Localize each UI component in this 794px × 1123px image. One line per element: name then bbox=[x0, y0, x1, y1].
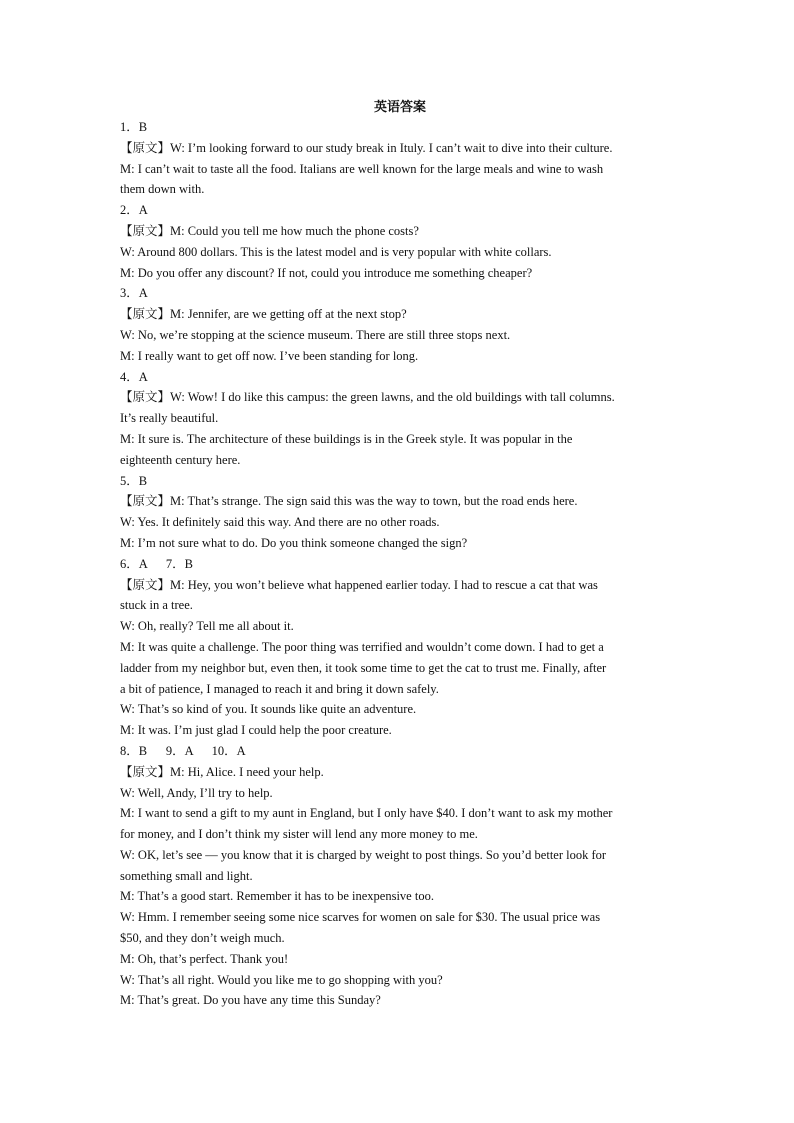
answer-key: 2．A bbox=[120, 203, 148, 218]
transcript-line: eighteenth century here. bbox=[120, 452, 241, 467]
transcript-line: W: Around 800 dollars. This is the latest model and is very popular with white collars. bbox=[120, 244, 552, 259]
transcript-line: W: That’s all right. Would you like me to go shopping with you? bbox=[120, 972, 443, 987]
transcript-line: something small and light. bbox=[120, 868, 253, 883]
answer-block bbox=[120, 554, 680, 741]
transcript-line: W: Hmm. I remember seeing some nice scarves for women on sale for $30. The usual price was bbox=[120, 910, 601, 925]
transcript-line: for money, and I don’t think my sister will lend any more money to me. bbox=[120, 827, 478, 842]
transcript-line: stuck in a tree. bbox=[120, 598, 193, 613]
transcript-line: 【原文】W: I’m looking forward to our study break in Ituly. I can’t wait to dive into their culture. bbox=[120, 140, 613, 155]
answer-block bbox=[120, 283, 680, 366]
answer-key: 5．B bbox=[120, 473, 148, 488]
transcript-line: 【原文】W: Wow! I do like this campus: the green lawns, and the old buildings with tall columns. bbox=[120, 390, 615, 405]
transcript-line: 【原文】M: Could you tell me how much the phone costs? bbox=[120, 223, 419, 238]
transcript-line: M: I really want to get off now. I’ve been standing for long. bbox=[120, 348, 419, 363]
answer-key: 1．B bbox=[120, 120, 148, 134]
answer-key: 8．B 9．A 10．A bbox=[120, 743, 246, 758]
transcript-line: M: I’m not sure what to do. Do you think someone changed the sign? bbox=[120, 535, 468, 550]
transcript-line: M: It was. I’m just glad I could help the poor creature. bbox=[120, 723, 392, 738]
transcript-line: W: Yes. It definitely said this way. And there are no other roads. bbox=[120, 515, 440, 530]
document-body bbox=[120, 117, 680, 1011]
answer-block bbox=[120, 471, 680, 554]
transcript-line: It’s really beautiful. bbox=[120, 411, 219, 426]
transcript-line: M: Oh, that’s perfect. Thank you! bbox=[120, 951, 289, 966]
transcript-line: W: Oh, really? Tell me all about it. bbox=[120, 619, 294, 634]
answer-key: 4．A bbox=[120, 369, 148, 384]
transcript-line: M: That’s a good start. Remember it has to be inexpensive too. bbox=[120, 889, 434, 904]
transcript-line: W: That’s so kind of you. It sounds like quite an adventure. bbox=[120, 702, 417, 717]
transcript-line: M: I can’t wait to taste all the food. Italians are well known for the large meals and wine to wash bbox=[120, 161, 604, 176]
transcript-line: them down with. bbox=[120, 182, 205, 197]
transcript-line: 【原文】M: Hi, Alice. I need your help. bbox=[120, 764, 324, 779]
page-title: 英语答案 bbox=[373, 99, 426, 114]
answer-block bbox=[120, 117, 680, 200]
transcript-line: M: That’s great. Do you have any time this Sunday? bbox=[120, 993, 381, 1008]
transcript-line: W: OK, let’s see — you know that it is charged by weight to post things. So you’d better look for bbox=[120, 847, 607, 862]
transcript-line: $50, and they don’t weigh much. bbox=[120, 931, 285, 946]
transcript-line: 【原文】M: Jennifer, are we getting off at the next stop? bbox=[120, 307, 407, 322]
transcript-line: a bit of patience, I managed to reach it and bring it down safely. bbox=[120, 681, 439, 696]
answer-block bbox=[120, 200, 680, 283]
transcript-line: M: I want to send a gift to my aunt in England, but I only have $40. I don’t want to ask my mother bbox=[120, 806, 613, 821]
transcript-line: 【原文】M: That’s strange. The sign said this was the way to town, but the road ends here. bbox=[120, 494, 578, 509]
answer-block bbox=[120, 741, 680, 1011]
transcript-line: 【原文】M: Hey, you won’t believe what happened earlier today. I had to rescue a cat that was bbox=[120, 577, 598, 592]
answer-key: 3．A bbox=[120, 286, 148, 301]
transcript-line: ladder from my neighbor but, even then, it took some time to get the cat to trust me. Finally, after bbox=[120, 660, 607, 675]
transcript-line: M: It was quite a challenge. The poor thing was terrified and wouldn’t come down. I had to get a bbox=[120, 639, 604, 654]
transcript-line: M: Do you offer any discount? If not, could you introduce me something cheaper? bbox=[120, 265, 533, 280]
answer-key: 6．A 7．B bbox=[120, 556, 193, 571]
transcript-line: M: It sure is. The architecture of these buildings is in the Greek style. It was popular in the bbox=[120, 431, 573, 446]
answer-block bbox=[120, 367, 680, 471]
transcript-line: W: Well, Andy, I’ll try to help. bbox=[120, 785, 273, 800]
transcript-line: W: No, we’re stopping at the science museum. There are still three stops next. bbox=[120, 327, 511, 342]
answer-document bbox=[120, 96, 680, 1011]
